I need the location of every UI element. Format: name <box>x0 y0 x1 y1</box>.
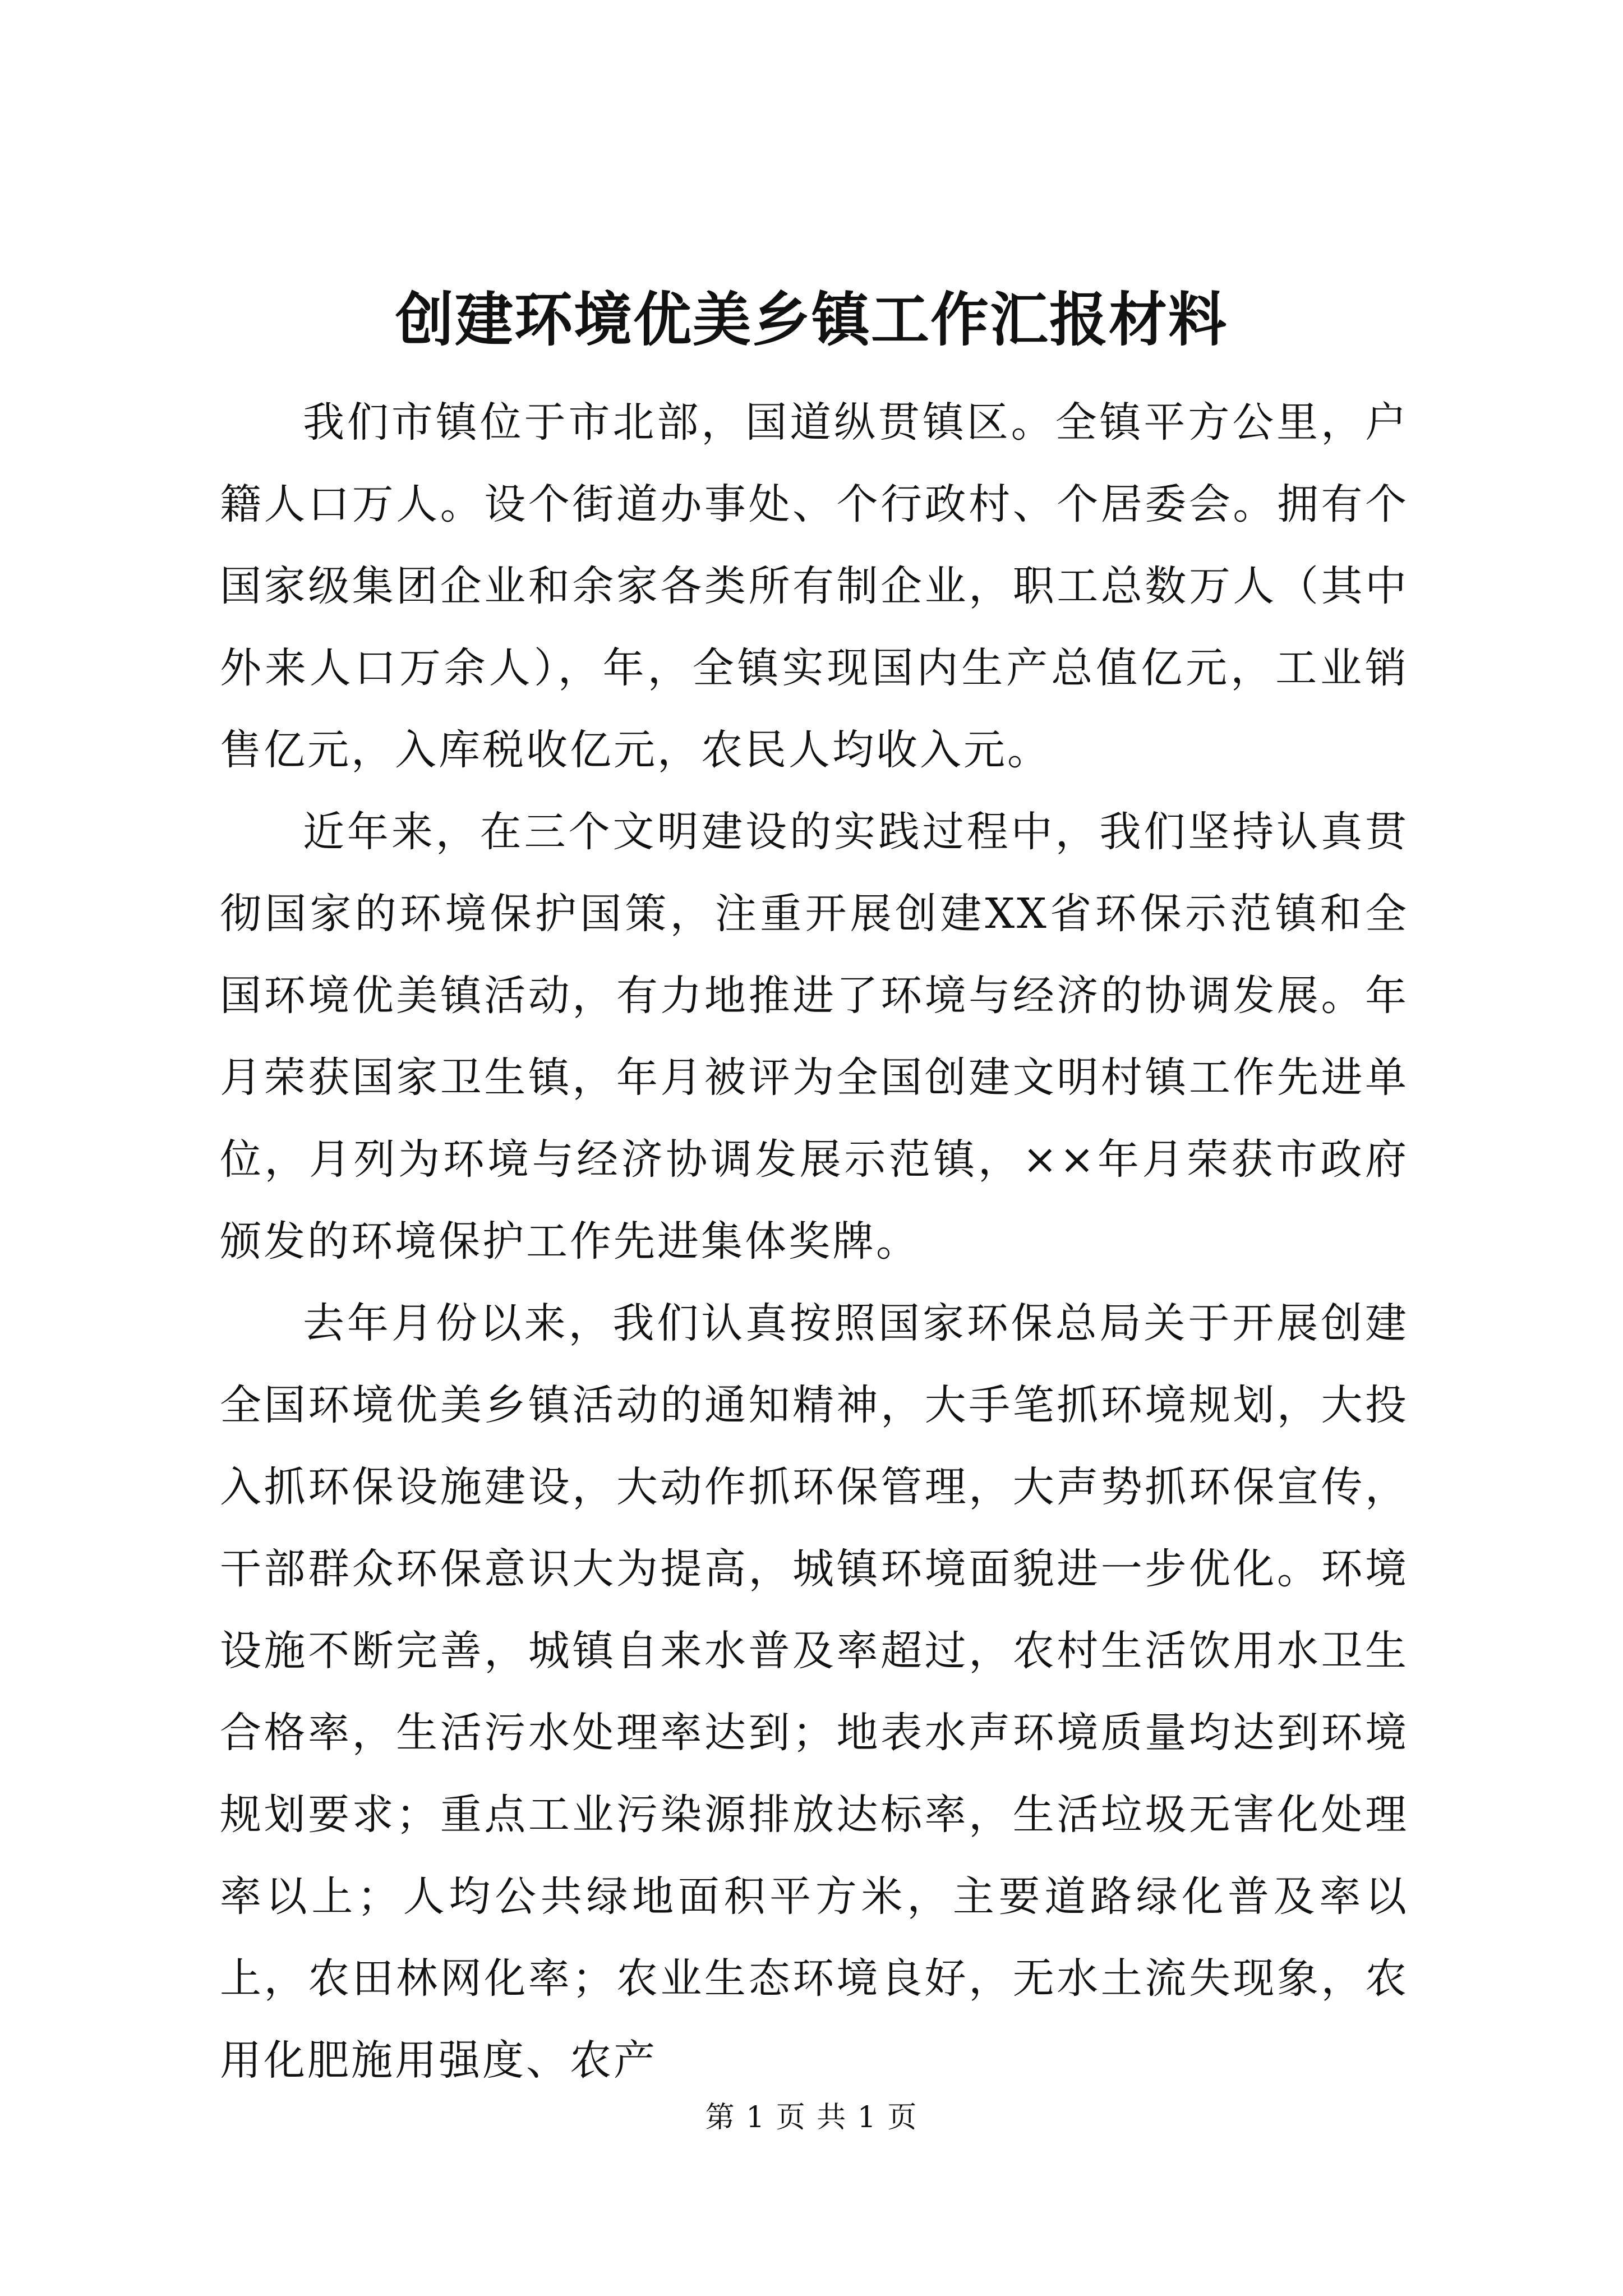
page-footer: 第 1 页 共 1 页 <box>705 2101 918 2134</box>
paragraph-3: 去年月份以来，我们认真按照国家环保总局关于开展创建全国环境优美乡镇活动的通知精神，大手笔抓环境规划，大投入抓环保设施建设，大动作抓环保管理，大声势抓环保宣传，干部群众环保意识大为提高，城镇环境面貌进一步优化。环境设施不断完善，城镇自来水普及率超过，农村生活饮用水卫生合格率，生活污水处理率达到；地表水声环境质量均达到环境规划要求；重点工业污染源排放达标率，生活垃圾无害化处理率以上；人均公共绿地面积平方米，主要道路绿化普及率以上，农田林网化率；农业生态环境良好，无水土流失现象，农用化肥施用强度、农产 <box>220 1299 1409 2085</box>
paragraph-1: 我们市镇位于市北部，国道纵贯镇区。全镇平方公里，户籍人口万人。设个街道办事处、个行政村、个居委会。拥有个国家级集团企业和余家各类所有制企业，职工总数万人（其中外来人口万余人），年，全镇实现国内生产总值亿元，工业销售亿元，入库税收亿元，农民人均收入元。 <box>220 398 1409 774</box>
document-body <box>220 381 1409 2101</box>
paragraph-2: 近年来，在三个文明建设的实践过程中，我们坚持认真贯彻国家的环境保护国策，注重开展创建XX省环保示范镇和全国环境优美镇活动，有力地推进了环境与经济的协调发展。年月荣获国家卫生镇，年月被评为全国创建文明村镇工作先进单位，月列为环境与经济协调发展示范镇，××年月荣获市政府颁发的环境保护工作先进集体奖牌。 <box>220 808 1409 1266</box>
document-title: 创建环境优美乡镇工作汇报材料 <box>395 285 1228 354</box>
